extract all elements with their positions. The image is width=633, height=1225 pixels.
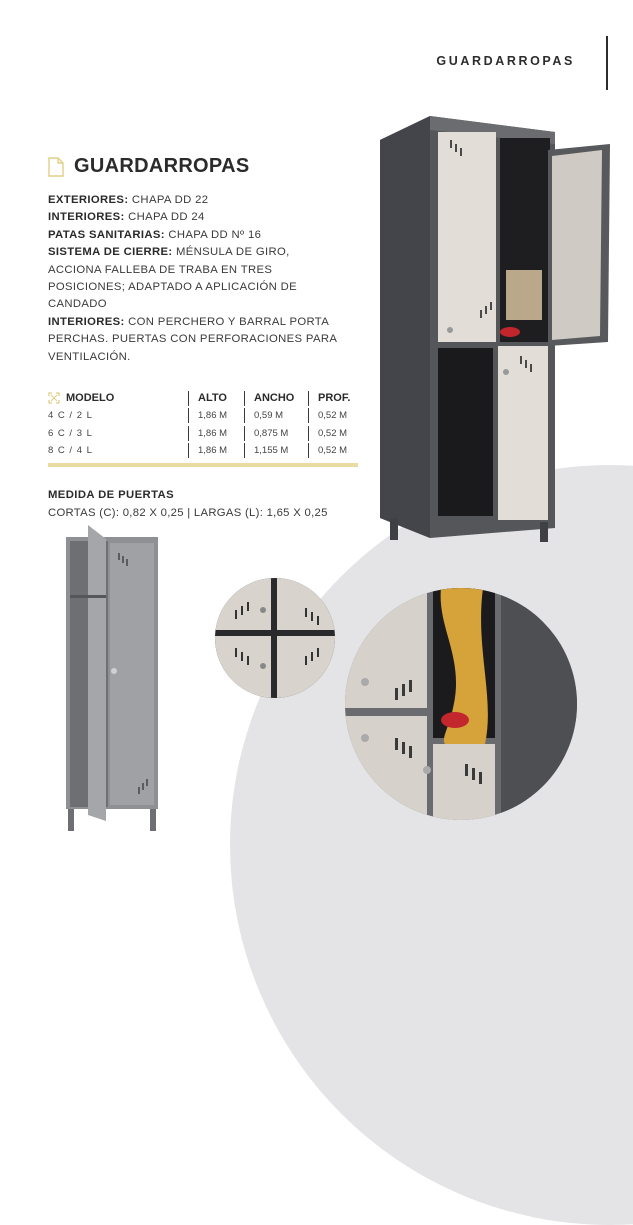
table-row: 6 C / 3 L 1,86 M 0,875 M 0,52 M [48,425,358,443]
spec-item: EXTERIORES: CHAPA DD 22 [48,194,209,206]
expand-icon [48,392,60,404]
table-row: 4 C / 2 L 1,86 M 0,59 M 0,52 M [48,407,358,425]
detail-zoom-small [215,578,335,698]
locker-main-image [370,110,620,550]
spec-list [48,192,338,366]
table-row: 8 C / 4 L 1,86 M 1,155 M 0,52 M [48,442,358,460]
spec-item: PATAS SANITARIAS: CHAPA DD Nº 16 [48,228,262,241]
header-modelo: MODELO [66,392,115,404]
header-divider [606,36,608,90]
header-prof: PROF. [308,391,358,406]
section-title-row [48,155,249,178]
table-header [48,389,358,407]
spec-item: INTERIORES: CON PERCHERO Y BARRAL PORTA PERCHAS. PUERTAS CON PERFORACIONES PARA VENTILACIÓN. [48,315,337,363]
dimensions-table [48,389,358,460]
accent-bar [48,463,358,467]
spec-item: SISTEMA DE CIERRE: MÉNSULA DE GIRO, ACCIONA FALLEBA DE TRABA EN TRES POSICIONES; ADAPTADO A APLICACIÓN DE CANDADO [48,246,298,311]
locker-grey-image [58,525,168,835]
header-ancho: ANCHO [244,391,308,406]
background-arc [230,465,633,1225]
header-label: GUARDARROPAS [436,54,575,68]
header-alto: ALTO [188,391,244,406]
spec-item: INTERIORES: CHAPA DD 24 [48,211,205,224]
page-title: GUARDARROPAS [74,155,250,177]
document-icon [48,157,64,177]
doors-title: MEDIDA DE PUERTAS [48,489,175,501]
detail-zoom-large [345,588,577,820]
doors-dimensions: CORTAS (C): 0,82 X 0,25 | LARGAS (L): 1,65 X 0,25 [48,507,328,519]
